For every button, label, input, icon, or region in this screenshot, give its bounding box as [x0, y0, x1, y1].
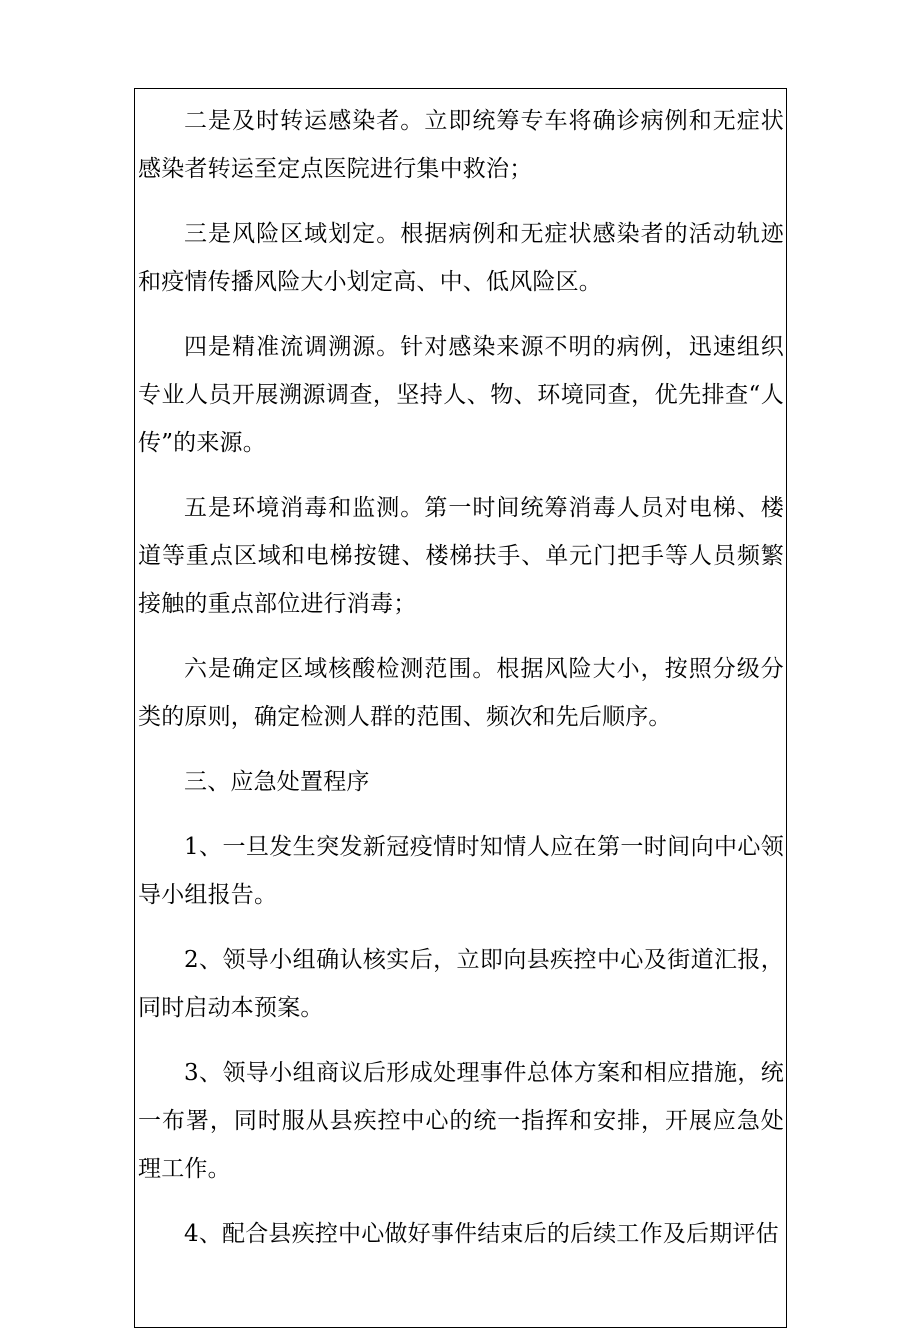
paragraph-step-2: 2、领导小组确认核实后，立即向县疾控中心及街道汇报，同时启动本预案。	[138, 947, 784, 1021]
paragraph-step-4: 4、配合县疾控中心做好事件结束后的后续工作及后期评估	[184, 1221, 779, 1247]
paragraph-disinfection: 五是环境消毒和监测。第一时间统筹消毒人员对电梯、楼道等重点区域和电梯按键、楼梯扶手、单元门把手等人员频繁接触的重点部位进行消毒；	[138, 495, 784, 617]
paragraph-risk-zoning: 三是风险区域划定。根据病例和无症状感染者的活动轨迹和疫情传播风险大小划定高、中、低风险区。	[138, 221, 784, 295]
paragraph-testing-scope: 六是确定区域核酸检测范围。根据风险大小，按照分级分类的原则，确定检测人群的范围、频次和先后顺序。	[138, 656, 784, 730]
paragraph-transfer-infected: 二是及时转运感染者。立即统筹专车将确诊病例和无症状感染者转运至定点医院进行集中救治；	[138, 108, 784, 182]
paragraph-step-3: 3、领导小组商议后形成处理事件总体方案和相应措施，统一布署，同时服从县疾控中心的统一指挥和安排，开展应急处理工作。	[138, 1060, 784, 1182]
document-body	[138, 97, 784, 1275]
section-heading-procedure: 三、应急处置程序	[184, 769, 370, 795]
paragraph-step-1: 1、一旦发生突发新冠疫情时知情人应在第一时间向中心领导小组报告。	[138, 834, 784, 908]
paragraph-tracing-source: 四是精准流调溯源。针对感染来源不明的病例，迅速组织专业人员开展溯源调查，坚持人、物、环境同查，优先排查“人传”的来源。	[138, 334, 784, 456]
